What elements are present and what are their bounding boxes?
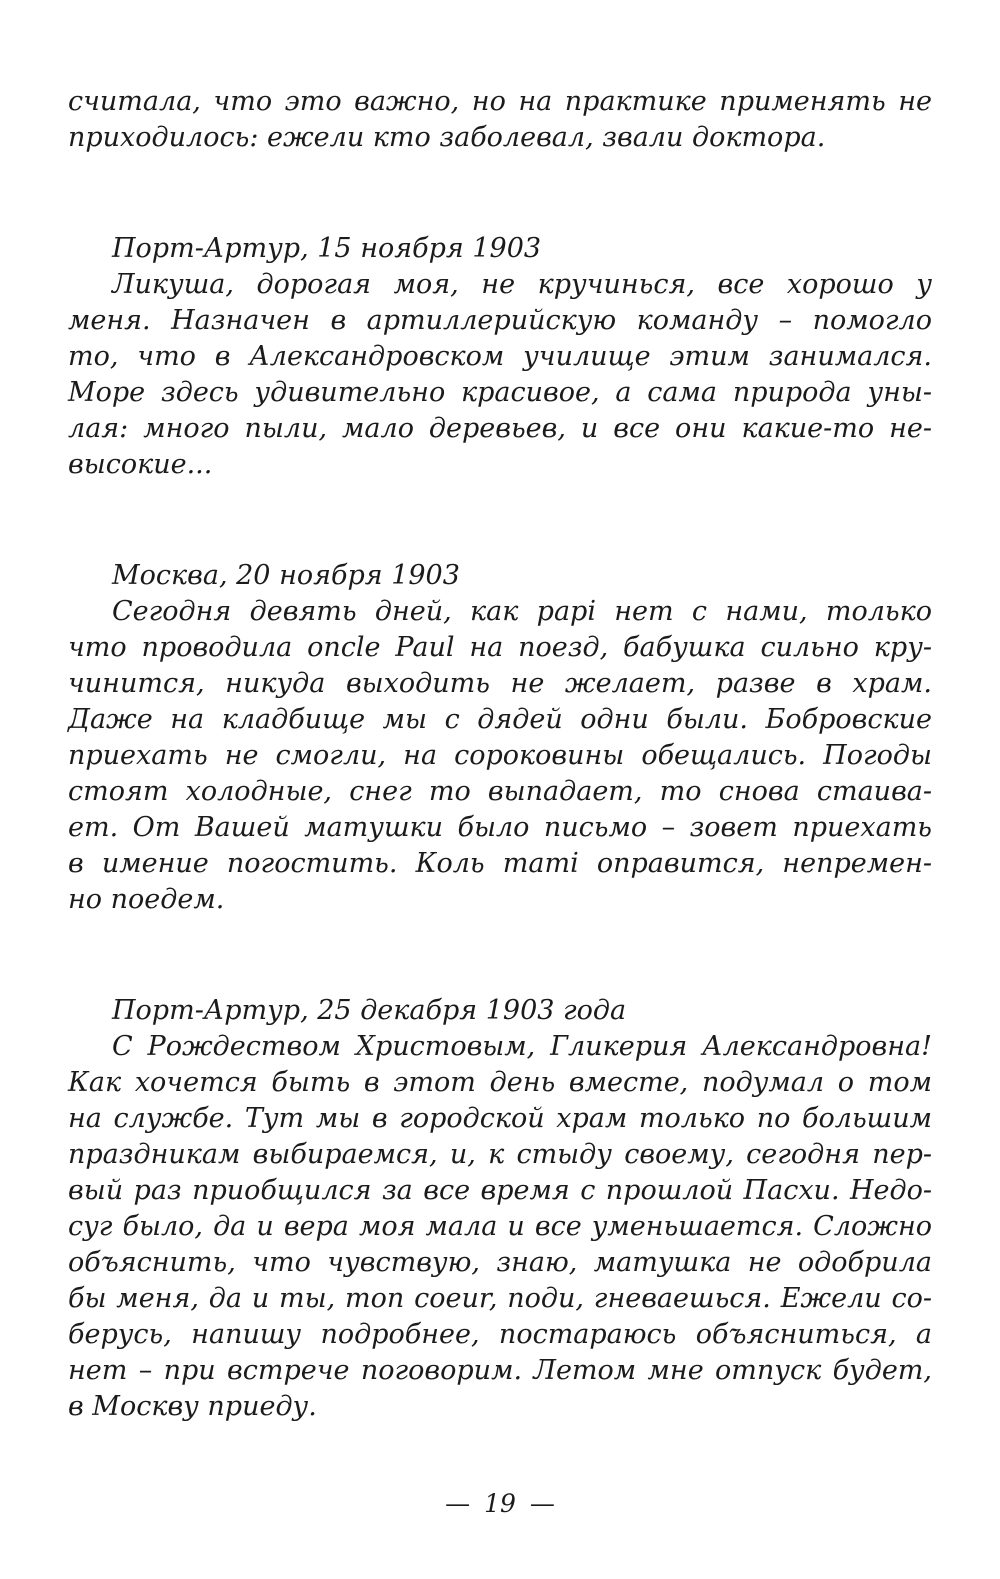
text-line: приходилось: ежели кто заболевал, звали доктора. [68, 122, 826, 153]
text-line: берусь, напишу подробнее, постараюсь объясниться, а [68, 1319, 932, 1350]
text-line: приехать не смогли, на сороковины обещались. Погоды [68, 740, 932, 771]
entry-heading: Москва, 20 ноября 1903 [112, 560, 460, 591]
text-line: вый раз приобщился за все время с прошлой Пасхи. Недо- [68, 1175, 932, 1206]
text-line: в имение погостить. Коль mami оправится, непремен- [68, 848, 932, 879]
text-line: праздникам выбираемся, и, к стыду своему, сегодня пер- [68, 1139, 932, 1170]
letter-entry-moskva-20-nov [68, 558, 932, 918]
text-line: Как хочется быть в этот день вместе, подумал о том [68, 1067, 932, 1098]
text-line: Даже на кладбище мы с дядей одни были. Бобровские [68, 704, 932, 735]
text-line: объяснить, что чувствую, знаю, матушка не одобрила [68, 1247, 932, 1278]
footer-dash-right: — [529, 1489, 555, 1518]
text-line: суг было, да и вера моя мала и все уменьшается. Сложно [68, 1211, 932, 1242]
entry-heading: Порт-Артур, 15 ноября 1903 [112, 233, 542, 264]
text-line: меня. Назначен в артиллерийскую команду – помогло [68, 305, 932, 336]
page-text [68, 84, 932, 1425]
text-line: что проводила oncle Paul на поезд, бабушка сильно кру- [68, 632, 932, 663]
text-line: Ликуша, дорогая моя, не кручинься, все хорошо у [112, 269, 932, 300]
text-line: но поедем. [68, 884, 225, 915]
letter-entry-port-artur-25-dec [68, 993, 932, 1425]
text-line: высокие... [68, 449, 213, 480]
text-line: Море здесь удивительно красивое, а сама природа уны- [68, 377, 932, 408]
footer-dash-left: — [445, 1489, 471, 1518]
text-line: на службе. Тут мы в городской храм только по большим [68, 1103, 932, 1134]
text-line: лая: много пыли, мало деревьев, и все они какие-то не- [68, 413, 932, 444]
text-line: бы меня, да и ты, mon coeur, поди, гневаешься. Ежели со- [68, 1283, 932, 1314]
text-line: то, что в Александровском училище этим занимался. [68, 341, 932, 372]
text-line: нет – при встрече поговорим. Летом мне отпуск будет, [68, 1355, 932, 1386]
paragraph-continuation [68, 84, 932, 156]
text-line: стоят холодные, снег то выпадает, то снова стаива- [68, 776, 932, 807]
text-line: считала, что это важно, но на практике применять не [68, 86, 932, 117]
text-line: Сегодня девять дней, как papi нет с нами, только [112, 596, 932, 627]
entry-heading: Порт-Артур, 25 декабря 1903 года [112, 995, 627, 1026]
page-number: 19 [484, 1489, 516, 1518]
page-footer [0, 1488, 1000, 1520]
text-line: в Москву приеду. [68, 1391, 317, 1422]
text-line: чинится, никуда выходить не желает, разве в храм. [68, 668, 932, 699]
letter-entry-port-artur-15-nov [68, 231, 932, 483]
text-line: С Рождеством Христовым, Гликерия Александровна! [112, 1031, 932, 1062]
text-line: ет. От Вашей матушки было письмо – зовет приехать [68, 812, 932, 843]
